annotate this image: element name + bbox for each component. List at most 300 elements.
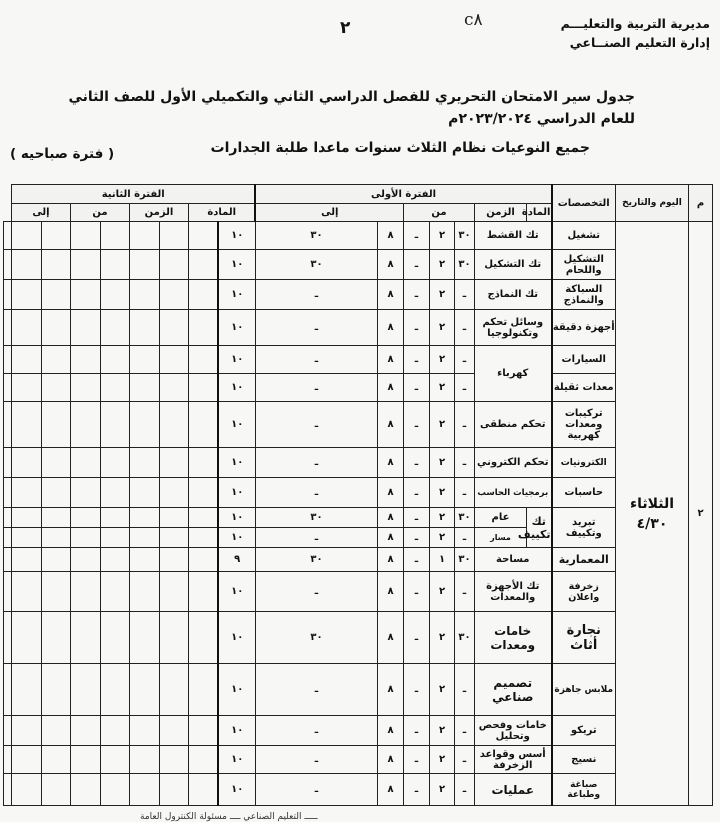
p2-cell	[100, 222, 129, 250]
p2-cell	[11, 222, 41, 250]
p2-cell	[188, 402, 218, 448]
p2-cell	[129, 374, 159, 402]
p2-cell	[70, 508, 100, 528]
duration-minutes: ـ	[455, 572, 475, 612]
subject: برمجيات الحاسب	[475, 478, 552, 508]
duration-minutes: ـ	[455, 716, 475, 746]
header-m: م	[689, 185, 713, 222]
p1-time-header: الزمن	[475, 204, 527, 222]
duration-minutes: ـ	[455, 448, 475, 478]
administration-name: إدارة التعليم الصنــاعي	[569, 35, 710, 50]
header-day: اليوم والتاريخ	[616, 185, 689, 222]
p2-cell	[41, 310, 70, 346]
p2-cell	[188, 280, 218, 310]
from-hour: ٨	[378, 548, 404, 572]
p2-cell	[188, 528, 218, 548]
duration-hours: ٢	[430, 448, 455, 478]
duration-hours: ٢	[430, 664, 455, 716]
p2-cell	[41, 664, 70, 716]
p2-cell	[188, 746, 218, 774]
p2-cell	[188, 250, 218, 280]
from-hour: ٨	[378, 374, 404, 402]
separator: ـ	[404, 374, 430, 402]
to-hour: ١٠	[218, 346, 255, 374]
to-hour: ١٠	[218, 374, 255, 402]
p2-cell	[100, 508, 129, 528]
subject: أسس وقواعد الزخرفة	[475, 746, 552, 774]
p2-cell	[159, 774, 188, 806]
title-line-2: للعام الدراسي ٢٠٢٣/٢٠٢٤م	[448, 111, 635, 127]
p2-cell	[11, 448, 41, 478]
p2-cell	[11, 746, 41, 774]
separator: ـ	[404, 528, 430, 548]
schedule-table	[3, 184, 713, 806]
p2-cell	[159, 346, 188, 374]
duration-hours: ٢	[430, 280, 455, 310]
specialty: المعمارية	[552, 548, 616, 572]
day-cell	[616, 222, 689, 806]
duration-minutes: ـ	[455, 346, 475, 374]
to-minutes: ٣٠	[255, 222, 377, 250]
p2-cell	[188, 222, 218, 250]
subject: تك الأجهزة والمعدات	[475, 572, 552, 612]
p2-cell	[70, 448, 100, 478]
p2-cell	[11, 346, 41, 374]
p2-cell	[159, 478, 188, 508]
separator: ـ	[404, 346, 430, 374]
duration-minutes: ـ	[455, 402, 475, 448]
p2-cell	[129, 448, 159, 478]
p2-cell	[100, 478, 129, 508]
to-hour: ١٠	[218, 508, 255, 528]
p2-cell	[41, 280, 70, 310]
subject: تك القشط	[475, 222, 552, 250]
p2-cell	[159, 250, 188, 280]
to-hour: ١٠	[218, 612, 255, 664]
to-hour: ١٠	[218, 528, 255, 548]
p2-cell	[129, 746, 159, 774]
p2-cell	[129, 280, 159, 310]
p2-cell	[11, 572, 41, 612]
p2-cell	[4, 478, 12, 508]
subject: كهرباء	[475, 346, 552, 402]
to-minutes: ـ	[255, 310, 377, 346]
to-minutes: ـ	[255, 774, 377, 806]
subject-main: تك تكييف	[527, 508, 552, 548]
specialty: تبريد وتكييف	[552, 508, 616, 548]
subject: وسائل تحكم وتكنولوجيا	[475, 310, 552, 346]
p2-cell	[70, 746, 100, 774]
table-row	[4, 746, 713, 774]
to-minutes: ـ	[255, 664, 377, 716]
to-minutes: ٣٠	[255, 548, 377, 572]
specialty: تشغيل	[552, 222, 616, 250]
to-hour: ٩	[218, 548, 255, 572]
separator: ـ	[404, 402, 430, 448]
p2-subject-header: المادة	[188, 204, 255, 222]
p2-cell	[4, 746, 12, 774]
separator: ـ	[404, 280, 430, 310]
table-row	[4, 222, 713, 250]
p2-cell	[188, 310, 218, 346]
specialty: نجارة أثاث	[552, 612, 616, 664]
subject: تحكم الكتروني	[475, 448, 552, 478]
p2-cell	[129, 402, 159, 448]
duration-minutes: ـ	[455, 478, 475, 508]
p2-time-header: الزمن	[129, 204, 188, 222]
p2-cell	[129, 716, 159, 746]
specialty: أجهزة دقيقة	[552, 310, 616, 346]
duration-hours: ٢	[430, 310, 455, 346]
p2-cell	[188, 346, 218, 374]
p2-cell	[159, 612, 188, 664]
p2-cell	[159, 280, 188, 310]
p2-cell	[100, 402, 129, 448]
subject: مساحة	[475, 548, 552, 572]
p2-cell	[4, 448, 12, 478]
table-row	[4, 508, 713, 528]
p2-cell	[11, 612, 41, 664]
p2-cell	[11, 508, 41, 528]
to-hour: ١٠	[218, 402, 255, 448]
p2-cell	[100, 528, 129, 548]
to-hour: ١٠	[218, 310, 255, 346]
separator: ـ	[404, 310, 430, 346]
footer-note: ـــــ التعليم الصناعي ــــ مسئولة الكنترول العامة	[140, 812, 318, 822]
separator: ـ	[404, 612, 430, 664]
from-hour: ٨	[378, 478, 404, 508]
subject: خامات ومعدات	[475, 612, 552, 664]
to-minutes: ـ	[255, 716, 377, 746]
duration-minutes: ٣٠	[455, 250, 475, 280]
duration-minutes: ٣٠	[455, 612, 475, 664]
p2-cell	[100, 346, 129, 374]
from-hour: ٨	[378, 508, 404, 528]
p2-cell	[100, 374, 129, 402]
p2-cell	[4, 664, 12, 716]
separator: ـ	[404, 664, 430, 716]
separator: ـ	[404, 774, 430, 806]
p2-cell	[11, 664, 41, 716]
page-number: ٢	[340, 18, 351, 38]
separator: ـ	[404, 250, 430, 280]
to-hour: ١٠	[218, 222, 255, 250]
p2-cell	[11, 716, 41, 746]
duration-hours: ٢	[430, 222, 455, 250]
p2-cell	[41, 222, 70, 250]
p2-cell	[129, 508, 159, 528]
p2-cell	[159, 310, 188, 346]
document-subtitle: جميع النوعيات نظام الثلاث سنوات ماعدا طلبة الجدارات	[210, 140, 590, 156]
table-row	[4, 280, 713, 310]
duration-minutes: ـ	[455, 528, 475, 548]
subject: تك النماذج	[475, 280, 552, 310]
p2-cell	[159, 528, 188, 548]
p2-cell	[4, 402, 12, 448]
separator: ـ	[404, 508, 430, 528]
to-minutes: ٣٠	[255, 508, 377, 528]
duration-hours: ٢	[430, 478, 455, 508]
duration-minutes: ٣٠	[455, 548, 475, 572]
subject: خامات وفحص وتحليل	[475, 716, 552, 746]
p2-cell	[4, 508, 12, 528]
from-hour: ٨	[378, 222, 404, 250]
duration-hours: ٢	[430, 508, 455, 528]
p2-cell	[4, 774, 12, 806]
header-specialties: التخصصات	[552, 185, 616, 222]
p2-cell	[159, 664, 188, 716]
p2-cell	[159, 222, 188, 250]
subject-track-general: عام	[475, 508, 527, 528]
table-row	[4, 572, 713, 612]
p2-cell	[70, 664, 100, 716]
duration-minutes: ٣٠	[455, 508, 475, 528]
p2-cell	[188, 774, 218, 806]
p2-cell	[4, 280, 12, 310]
to-minutes: ـ	[255, 478, 377, 508]
p1-subject-header: المادة	[527, 204, 552, 222]
p2-cell	[100, 280, 129, 310]
duration-minutes: ـ	[455, 664, 475, 716]
p2-cell	[41, 508, 70, 528]
p2-cell	[11, 310, 41, 346]
p2-cell	[41, 374, 70, 402]
table-row	[4, 402, 713, 448]
table-row	[4, 310, 713, 346]
separator: ـ	[404, 572, 430, 612]
p2-cell	[159, 716, 188, 746]
p2-cell	[4, 310, 12, 346]
from-hour: ٨	[378, 572, 404, 612]
day-date: ٤/٣٠	[636, 515, 668, 532]
p2-cell	[129, 310, 159, 346]
separator: ـ	[404, 222, 430, 250]
duration-minutes: ـ	[455, 280, 475, 310]
specialty: تركيبات ومعدات كهربية	[552, 402, 616, 448]
to-minutes: ـ	[255, 280, 377, 310]
duration-hours: ٢	[430, 572, 455, 612]
p2-cell	[11, 528, 41, 548]
p2-cell	[188, 716, 218, 746]
document-title	[68, 86, 635, 130]
to-hour: ١٠	[218, 280, 255, 310]
from-hour: ٨	[378, 280, 404, 310]
specialty: تريكو	[552, 716, 616, 746]
p2-cell	[129, 346, 159, 374]
duration-minutes: ٣٠	[455, 222, 475, 250]
p2-cell	[41, 746, 70, 774]
from-hour: ٨	[378, 716, 404, 746]
duration-minutes: ـ	[455, 374, 475, 402]
p2-cell	[41, 548, 70, 572]
p2-cell	[159, 746, 188, 774]
row-m-number: ٢	[689, 222, 713, 806]
p2-cell	[70, 478, 100, 508]
p2-cell	[70, 572, 100, 612]
p2-cell	[41, 448, 70, 478]
to-minutes: ـ	[255, 528, 377, 548]
p2-cell	[41, 346, 70, 374]
table-row	[4, 612, 713, 664]
p2-cell	[70, 528, 100, 548]
p2-cell	[100, 664, 129, 716]
p2-cell	[41, 572, 70, 612]
p2-cell	[100, 448, 129, 478]
to-minutes: ـ	[255, 374, 377, 402]
p2-cell	[188, 508, 218, 528]
p2-cell	[100, 746, 129, 774]
duration-hours: ٢	[430, 612, 455, 664]
p2-cell	[11, 402, 41, 448]
p2-cell	[129, 250, 159, 280]
period-tag: ( فترة صباحيه )	[10, 146, 115, 162]
p2-cell	[70, 310, 100, 346]
p2-cell	[188, 374, 218, 402]
subject: تصميم صناعي	[475, 664, 552, 716]
p2-cell	[11, 250, 41, 280]
specialty: نسيج	[552, 746, 616, 774]
table-row	[4, 374, 713, 402]
p2-cell	[70, 374, 100, 402]
p2-cell	[188, 664, 218, 716]
handwritten-mark: c٨	[464, 10, 483, 30]
table-row	[4, 716, 713, 746]
table-row	[4, 664, 713, 716]
p2-cell	[4, 374, 12, 402]
specialty: حاسبات	[552, 478, 616, 508]
to-hour: ١٠	[218, 572, 255, 612]
to-minutes: ٣٠	[255, 250, 377, 280]
p2-cell	[11, 374, 41, 402]
p2-cell	[41, 528, 70, 548]
p2-cell	[159, 448, 188, 478]
p2-cell	[188, 572, 218, 612]
to-minutes: ـ	[255, 746, 377, 774]
duration-hours: ٢	[430, 346, 455, 374]
p2-cell	[41, 612, 70, 664]
p2-cell	[129, 774, 159, 806]
separator: ـ	[404, 548, 430, 572]
p2-cell	[70, 548, 100, 572]
p2-cell	[4, 548, 12, 572]
p2-cell	[4, 346, 12, 374]
p2-cell	[100, 548, 129, 572]
to-minutes: ٣٠	[255, 612, 377, 664]
table-row	[4, 548, 713, 572]
duration-minutes: ـ	[455, 310, 475, 346]
p2-cell	[70, 222, 100, 250]
subject: تك التشكيل	[475, 250, 552, 280]
p2-cell	[100, 250, 129, 280]
duration-hours: ٢	[430, 374, 455, 402]
p2-cell	[4, 612, 12, 664]
p2-cell	[100, 716, 129, 746]
duration-hours: ٢	[430, 746, 455, 774]
specialty: معدات ثقيلة	[552, 374, 616, 402]
day-name: الثلاثاء	[629, 495, 675, 512]
p2-cell	[100, 774, 129, 806]
from-hour: ٨	[378, 528, 404, 548]
separator: ـ	[404, 478, 430, 508]
from-hour: ٨	[378, 448, 404, 478]
subject: تحكم منطقى	[475, 402, 552, 448]
to-hour: ١٠	[218, 250, 255, 280]
p2-cell	[70, 346, 100, 374]
p2-cell	[4, 528, 12, 548]
p2-cell	[41, 716, 70, 746]
duration-hours: ٢	[430, 250, 455, 280]
table-row	[4, 346, 713, 374]
to-minutes: ـ	[255, 572, 377, 612]
subject: عمليات	[475, 774, 552, 806]
to-hour: ١٠	[218, 664, 255, 716]
separator: ـ	[404, 716, 430, 746]
p2-cell	[159, 374, 188, 402]
table-row	[4, 774, 713, 806]
directorate-name: مديرية التربية والتعليـــم	[560, 16, 710, 31]
to-hour: ١٠	[218, 746, 255, 774]
p2-cell	[159, 508, 188, 528]
to-hour: ١٠	[218, 716, 255, 746]
specialty: ملابس جاهزة	[552, 664, 616, 716]
from-hour: ٨	[378, 250, 404, 280]
duration-hours: ٢	[430, 402, 455, 448]
specialty: السيارات	[552, 346, 616, 374]
p2-cell	[11, 478, 41, 508]
p2-cell	[41, 774, 70, 806]
to-minutes: ـ	[255, 402, 377, 448]
p2-cell	[100, 612, 129, 664]
specialty: الكترونيات	[552, 448, 616, 478]
p2-cell	[4, 222, 12, 250]
p2-cell	[129, 612, 159, 664]
table-row	[4, 448, 713, 478]
p2-cell	[188, 548, 218, 572]
p2-cell	[70, 280, 100, 310]
p2-cell	[129, 548, 159, 572]
p2-cell	[188, 612, 218, 664]
from-hour: ٨	[378, 402, 404, 448]
to-hour: ١٠	[218, 478, 255, 508]
p2-cell	[41, 478, 70, 508]
subject-track-path: مسار	[475, 528, 527, 548]
p2-cell	[70, 612, 100, 664]
p2-cell	[11, 548, 41, 572]
to-hour: ١٠	[218, 448, 255, 478]
p2-cell	[70, 402, 100, 448]
to-minutes: ـ	[255, 448, 377, 478]
p2-cell	[129, 478, 159, 508]
table-row	[4, 250, 713, 280]
p2-cell	[70, 250, 100, 280]
p2-from-header: من	[70, 204, 129, 222]
p2-cell	[70, 716, 100, 746]
specialty: التشكيل واللحام	[552, 250, 616, 280]
p2-cell	[129, 528, 159, 548]
header-period-1: الفترة الأولى	[255, 185, 551, 204]
p2-cell	[11, 774, 41, 806]
separator: ـ	[404, 746, 430, 774]
from-hour: ٨	[378, 612, 404, 664]
p2-cell	[41, 250, 70, 280]
header-period-2: الفترة الثانية	[11, 185, 255, 204]
from-hour: ٨	[378, 774, 404, 806]
p2-cell	[188, 448, 218, 478]
p2-cell	[41, 402, 70, 448]
p2-cell	[11, 280, 41, 310]
p2-cell	[188, 478, 218, 508]
p2-cell	[159, 548, 188, 572]
